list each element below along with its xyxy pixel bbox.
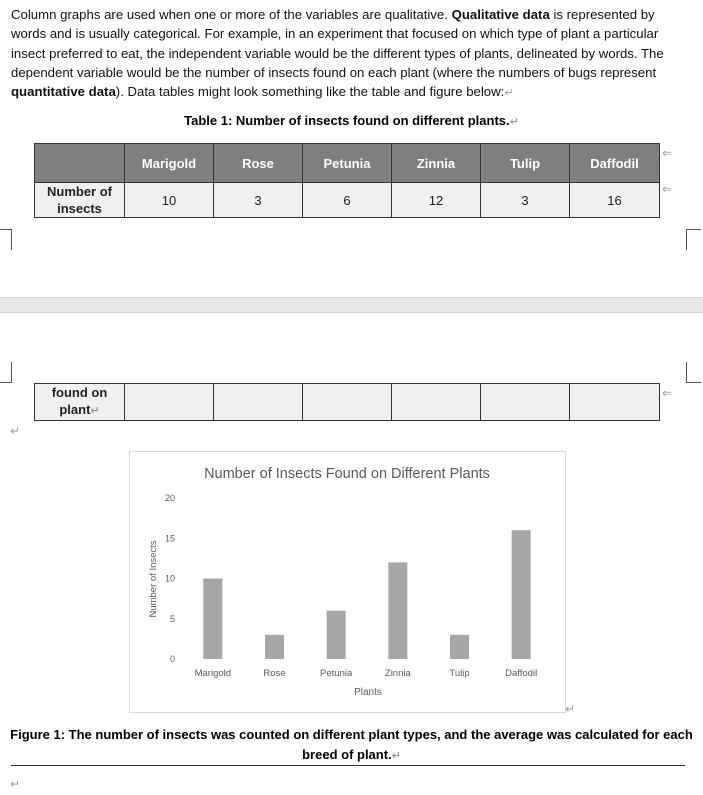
chart-frame [129,451,566,713]
chart-bar-tulip [450,635,469,659]
intro-bold-qualitative: Qualitative data [451,7,550,22]
table-caption [0,113,703,128]
table-cell: 16 [570,183,660,218]
table-end-mark-icon: ⇐ [662,182,673,196]
chart-x-tick-label: Marigold [194,668,232,679]
table-header-empty [35,144,125,183]
chart-x-axis-label: Plants [354,687,382,698]
insect-table [34,143,660,218]
intro-text-2: is represented by words and is usually categorical. For example, in an experiment that focused on which type of plant a particular insect preferred to eat, the independent variable would be the different types of plants, delineated by words. The dependent variable would be the number of insects found on each plant (where the numbers of bugs represent [11,7,664,80]
page-break [0,297,703,313]
crop-mark-icon [0,229,12,250]
chart-bar-daffodil [512,530,531,659]
chart-x-tick-label: Petunia [320,668,353,679]
paragraph-mark-icon: ↵ [391,750,401,762]
chart-y-tick-label: 15 [164,533,175,544]
table-row-label [35,384,125,421]
table-header-cell: Tulip [481,144,570,183]
table-header-cell: Daffodil [570,144,660,183]
chart-y-tick-label: 10 [164,573,175,584]
paragraph-mark-icon: ↵ [504,87,514,100]
crop-mark-icon [0,362,12,383]
paragraph-mark-icon: ↵ [509,116,519,128]
crop-mark-icon [686,362,701,383]
paragraph-mark-icon: ↵ [565,702,576,716]
paragraph-mark-icon: ↵ [10,777,21,791]
chart-x-tick-label: Rose [263,668,286,679]
chart-y-tick-label: 5 [169,613,175,624]
table-row-label: Number of insects [35,183,125,218]
table-end-mark-icon: ⇐ [662,146,673,160]
chart-y-tick-label: 20 [164,493,175,503]
chart-bar-marigold [203,579,222,660]
table-cell: 3 [214,183,303,218]
paragraph-mark-icon: ↵ [10,424,21,438]
table-cell [481,384,570,421]
chart-x-tick-label: Zinnia [384,668,411,679]
figure-caption-text: Figure 1: The number of insects was counted on different plant types, and the average was calculated for each breed of plant. [10,727,693,762]
table-cell: 3 [481,183,570,218]
table-cell: 10 [125,183,214,218]
intro-paragraph [11,5,691,103]
table-cell [392,384,481,421]
table-cell [125,384,214,421]
crop-mark-icon [686,229,701,250]
table-header-row [35,144,660,183]
chart-bar-petunia [327,611,346,659]
table-continuation [34,383,660,421]
chart-y-tick-label: 0 [169,654,175,664]
intro-text-3: ). Data tables might look something like the table and figure below: [115,84,505,100]
insect-bar-chart [130,452,565,712]
table-header-cell: Marigold [125,144,214,183]
chart-y-axis-label: Number of Insects [148,540,159,618]
table-header-cell: Zinnia [392,144,481,183]
table-cell: 6 [303,183,392,218]
chart-x-tick-label: Tulip [449,668,470,679]
table-cell [303,384,392,421]
table-cell [570,384,660,421]
chart-x-tick-label: Daffodil [505,668,538,679]
table-cell: 12 [392,183,481,218]
table-row [35,183,660,218]
table-row-label-text: found on plant [51,385,108,417]
table-header-cell: Rose [214,144,303,183]
table-cell [214,384,303,421]
table-caption-text: Table 1: Number of insects found on different plants. [184,113,510,128]
chart-title: Number of Insects Found on Different Plants [204,466,490,482]
intro-text-1: Column graphs are used when one or more of the variables are qualitative. [11,7,452,22]
intro-bold-quantitative: quantitative data [11,84,116,100]
figure-caption [0,725,703,766]
table-end-mark-icon: ⇐ [662,386,673,400]
chart-bar-rose [265,635,284,659]
table-header-cell: Petunia [303,144,392,183]
caption-underline [11,765,685,766]
table-row [35,384,660,421]
chart-bar-zinnia [388,562,407,659]
paragraph-mark-icon: ↵ [90,405,100,417]
